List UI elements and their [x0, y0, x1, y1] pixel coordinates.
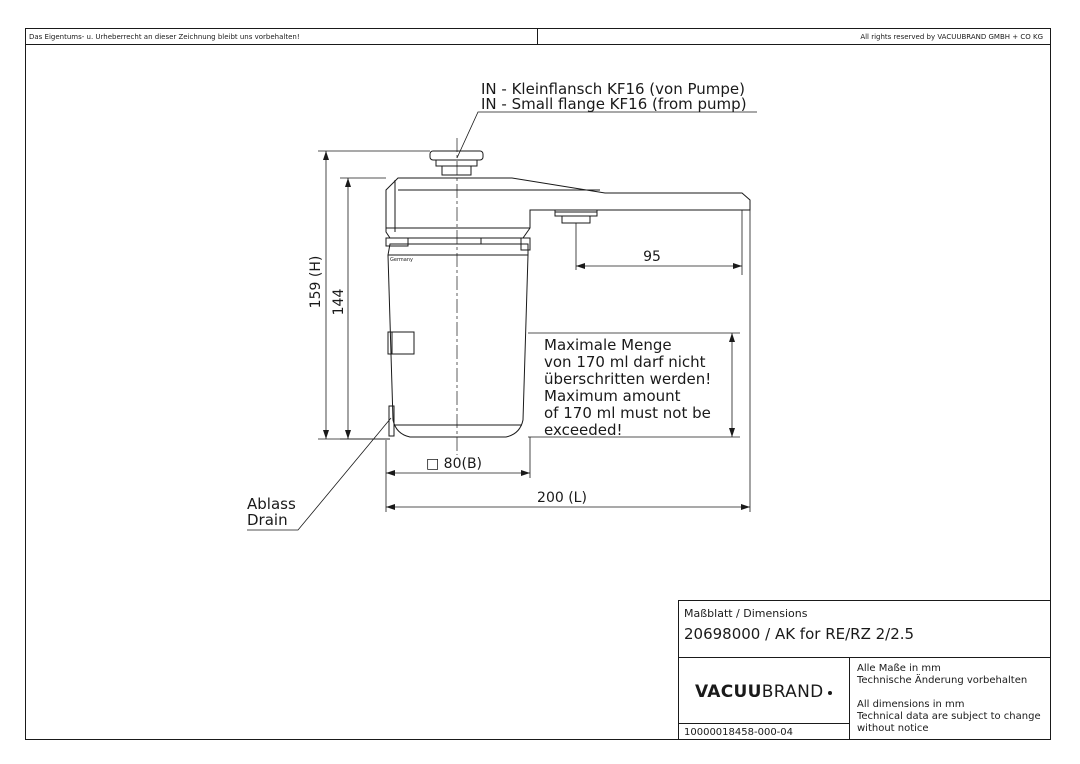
leader-lines — [247, 112, 757, 530]
dim-offset: 95 — [643, 249, 661, 265]
svg-text:of 170 ml must not be: of 170 ml must not be — [544, 404, 711, 422]
drain-label-de: Ablass — [247, 495, 296, 513]
dim-height-body: 144 — [331, 288, 347, 316]
svg-text:überschritten werden!: überschritten werden! — [544, 370, 712, 388]
max-amount-note — [544, 336, 711, 439]
note-de-2: Technische Änderung vorbehalten — [857, 675, 1028, 686]
sheet-type: Maßblatt / Dimensions — [684, 607, 808, 620]
svg-text:Maximale Menge: Maximale Menge — [544, 336, 672, 354]
header-right-notice: All rights reserved by VACUUBRAND GMBH + CO KG — [860, 33, 1043, 41]
dim-length: 200 (L) — [537, 490, 587, 506]
svg-text:Maximum amount: Maximum amount — [544, 387, 681, 405]
dim-width: □ 80(B) — [425, 456, 483, 472]
note-en-1: All dimensions in mm — [857, 699, 965, 710]
svg-text:von 170 ml darf nicht: von 170 ml darf nicht — [544, 353, 706, 371]
inlet-label-de: IN - Kleinflansch KF16 (von Pumpe) — [481, 80, 745, 98]
doc-number: 10000018458-000-04 — [684, 727, 794, 738]
brand-logo: VACUUBRAND — [695, 682, 824, 702]
note-de-1: Alle Maße in mm — [857, 663, 941, 674]
drawing-title: 20698000 / AK for RE/RZ 2/2.5 — [684, 625, 915, 643]
drain-label-en: Drain — [247, 511, 288, 529]
dimension-lines — [318, 151, 750, 512]
header-left-notice: Das Eigentums- u. Urheberrecht an dieser Zeichnung bleibt uns vorbehalten! — [29, 33, 300, 41]
brand-logo-dot — [828, 691, 832, 695]
note-en-3: without notice — [857, 723, 929, 734]
dimension-arrows — [323, 151, 750, 510]
note-en-2: Technical data are subject to change — [857, 711, 1041, 722]
inlet-label-en: IN - Small flange KF16 (from pump) — [481, 95, 747, 113]
dim-height-total: 159 (H) — [308, 255, 324, 309]
svg-text:exceeded!: exceeded! — [544, 421, 623, 439]
part-mark: Germany — [390, 257, 413, 263]
